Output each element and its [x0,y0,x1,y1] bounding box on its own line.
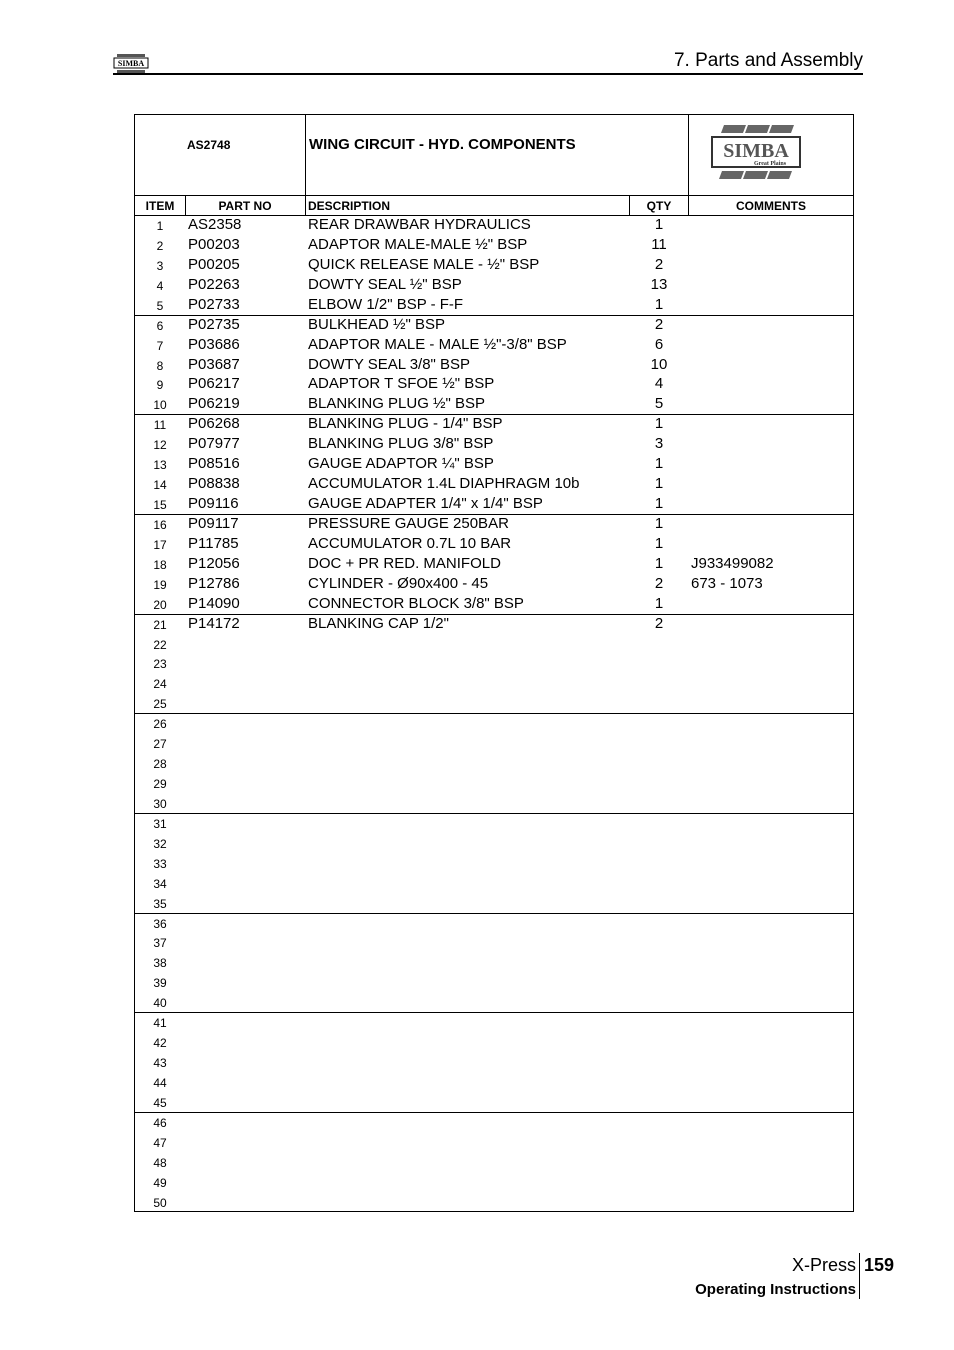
part-description: DOWTY SEAL ½" BSP [308,275,462,293]
part-description: BLANKING PLUG - 1/4" BSP [308,415,503,433]
part-number: P00203 [188,235,240,253]
table-row [135,853,853,873]
table-row [135,534,853,554]
item-number: 50 [153,1195,167,1210]
part-quantity: 3 [654,435,664,453]
part-description: BLANKING CAP 1/2" [308,614,449,632]
part-quantity: 10 [650,355,668,373]
table-row [135,394,853,414]
item-number: 47 [153,1135,167,1150]
part-number: P09116 [188,495,239,513]
parts-table [134,114,854,1212]
part-quantity: 2 [654,255,664,273]
product-name: X-Press [791,1255,856,1275]
divider-qty [688,115,689,215]
divider-desc [629,195,630,215]
item-number: 17 [153,537,167,552]
part-quantity: 1 [654,455,664,473]
table-row [135,355,853,375]
part-quantity: 11 [651,235,667,253]
item-number: 23 [153,657,167,672]
part-number: P14172 [188,614,240,632]
part-quantity: 5 [654,395,664,413]
table-row [135,1132,853,1152]
item-number: 11 [153,418,167,433]
item-number: 32 [153,836,167,851]
item-number: 25 [153,697,167,712]
col-comments: COMMENTS [736,199,806,213]
item-number: 1 [156,219,164,233]
part-description: DOWTY SEAL 3/8" BSP [308,355,471,373]
item-number: 18 [153,557,167,572]
part-number: P06219 [188,395,240,413]
part-description: ADAPTOR T SFOE ½" BSP [308,375,495,393]
item-number: 30 [153,796,167,811]
part-description: BLANKING PLUG ½" BSP [308,395,486,413]
col-description: DESCRIPTION [308,199,391,213]
part-quantity: 4 [654,375,664,393]
table-row [135,873,853,893]
part-number: P14090 [188,594,240,612]
item-number: 9 [156,378,164,393]
simba-logo-small [113,54,149,74]
table-row [135,733,853,753]
part-number: P03687 [188,355,240,373]
part-description: ADAPTOR MALE - MALE ½"-3/8" BSP [308,335,567,353]
document-subtitle: Operating Instructions [695,1281,856,1298]
table-row [135,1032,853,1052]
item-number: 16 [153,517,167,532]
table-row [135,893,853,913]
table-row [135,952,853,972]
part-quantity: 1 [654,415,664,433]
table-row [135,1092,853,1112]
table-row [135,434,853,454]
part-quantity: 1 [654,495,664,513]
item-number: 10 [153,398,167,413]
part-number: P08516 [188,455,240,473]
footer-rule [859,1253,860,1299]
table-row [135,913,853,933]
item-number: 38 [153,956,167,971]
part-description: REAR DRAWBAR HYDRAULICS [308,216,531,233]
header-rule [113,73,863,75]
table-row [135,315,853,335]
part-quantity: 1 [654,594,664,612]
part-number: P06217 [188,375,240,393]
assembly-title: WING CIRCUIT - HYD. COMPONENTS [309,136,576,153]
table-row [135,813,853,833]
part-description: ACCUMULATOR 1.4L DIAPHRAGM 10b [308,475,580,493]
table-row [135,713,853,733]
table-row [135,574,853,594]
table-row [135,634,853,654]
item-number: 24 [153,677,167,692]
col-item: ITEM [145,199,175,213]
logo-big-sub: Great Plains [753,161,787,167]
part-number: P06268 [188,415,240,433]
assembly-title-box [135,115,853,196]
item-number: 22 [153,637,167,652]
divider-item [185,195,186,215]
table-row [135,833,853,853]
part-description: QUICK RELEASE MALE - ½" BSP [308,255,540,273]
part-quantity: 2 [654,574,664,592]
table-row [135,275,853,295]
part-comment: J933499082 [691,554,774,572]
item-number: 39 [153,976,167,991]
logo-big-text: SIMBA [723,140,789,162]
part-number: P12786 [188,574,240,592]
table-row [135,215,853,235]
column-header-row [135,196,853,216]
part-number: P07977 [188,435,240,453]
part-description: DOC + PR RED. MANIFOLD [308,554,501,572]
part-description: PRESSURE GAUGE 250BAR [308,514,509,532]
part-number: P12056 [188,554,240,572]
item-number: 44 [153,1075,167,1090]
item-number: 45 [153,1095,167,1110]
item-number: 31 [153,816,167,831]
item-number: 2 [156,238,164,253]
table-row [135,653,853,673]
item-number: 41 [153,1016,167,1031]
part-description: ELBOW 1/2" BSP - F-F [308,295,464,313]
part-description: BULKHEAD ½" BSP [308,315,446,333]
item-number: 19 [153,577,167,592]
logo-text: SIMBA [117,59,145,68]
table-row [135,1072,853,1092]
part-description: GAUGE ADAPTOR ¼" BSP [308,455,494,473]
part-quantity: 6 [654,335,664,353]
part-number: P02733 [188,295,240,313]
item-number: 6 [156,318,164,333]
part-number: P00205 [188,255,240,273]
part-number: P03686 [188,335,240,353]
section-title: 7. Parts and Assembly [673,50,863,71]
item-number: 7 [156,338,164,353]
table-row [135,295,853,315]
table-row [135,1192,853,1212]
item-number: 37 [153,936,167,951]
table-row [135,932,853,952]
item-number: 21 [153,617,167,632]
table-row [135,1052,853,1072]
table-row [135,255,853,275]
part-quantity: 2 [654,614,664,632]
part-quantity: 1 [654,554,664,572]
table-row [135,614,853,634]
item-number: 34 [153,876,167,891]
item-number: 4 [156,278,164,293]
item-number: 15 [153,498,167,513]
table-row [135,992,853,1012]
item-number: 42 [153,1036,167,1051]
part-description: ACCUMULATOR 0.7L 10 BAR [308,534,512,552]
item-number: 48 [153,1155,167,1170]
item-number: 28 [153,757,167,772]
part-description: CYLINDER - Ø90x400 - 45 [308,574,489,592]
col-part-no: PART NO [218,199,272,213]
part-number: AS2358 [188,216,242,233]
item-number: 26 [153,717,167,732]
table-row [135,693,853,713]
table-row [135,773,853,793]
table-row [135,554,853,574]
assembly-number: AS2748 [187,138,231,152]
part-quantity: 13 [650,275,668,293]
item-number: 33 [153,856,167,871]
part-number: P09117 [188,514,239,532]
item-number: 35 [153,896,167,911]
item-number: 27 [153,737,167,752]
item-number: 43 [153,1056,167,1071]
item-number: 40 [153,996,167,1011]
divider-part [305,115,306,215]
item-number: 12 [153,438,167,453]
part-quantity: 1 [654,295,664,313]
table-row [135,414,853,434]
simba-logo [710,125,804,181]
item-number: 13 [153,458,167,473]
part-description: CONNECTOR BLOCK 3/8" BSP [308,594,524,612]
item-number: 49 [153,1175,167,1190]
part-description: ADAPTOR MALE-MALE ½" BSP [308,235,528,253]
part-quantity: 1 [654,216,664,233]
table-row [135,454,853,474]
item-number: 3 [156,258,164,273]
table-row [135,972,853,992]
table-row [135,793,853,813]
part-description: GAUGE ADAPTER 1/4" x 1/4" BSP [308,495,543,513]
part-quantity: 1 [654,534,664,552]
table-row [135,753,853,773]
part-number: P02735 [188,315,240,333]
part-quantity: 1 [654,475,664,493]
table-row [135,594,853,614]
part-number: P11785 [188,534,239,552]
item-number: 36 [153,916,167,931]
table-row [135,1112,853,1132]
part-comment: 673 - 1073 [691,574,763,592]
table-row [135,335,853,355]
col-qty: QTY [646,199,672,213]
page-number: 159 [864,1255,895,1275]
table-row [135,235,853,255]
table-row [135,494,853,514]
table-row [135,1012,853,1032]
part-description: BLANKING PLUG 3/8" BSP [308,435,494,453]
table-row [135,673,853,693]
table-row [135,1152,853,1172]
item-number: 20 [153,597,167,612]
item-number: 8 [156,358,164,373]
item-number: 5 [156,298,164,313]
table-row [135,1172,853,1192]
part-number: P02263 [188,275,240,293]
table-row [135,474,853,494]
table-row [135,374,853,394]
item-number: 14 [153,478,167,493]
part-quantity: 2 [654,315,664,333]
table-row [135,514,853,534]
item-number: 46 [153,1115,167,1130]
part-number: P08838 [188,475,240,493]
item-number: 29 [153,777,167,792]
part-quantity: 1 [654,514,664,532]
